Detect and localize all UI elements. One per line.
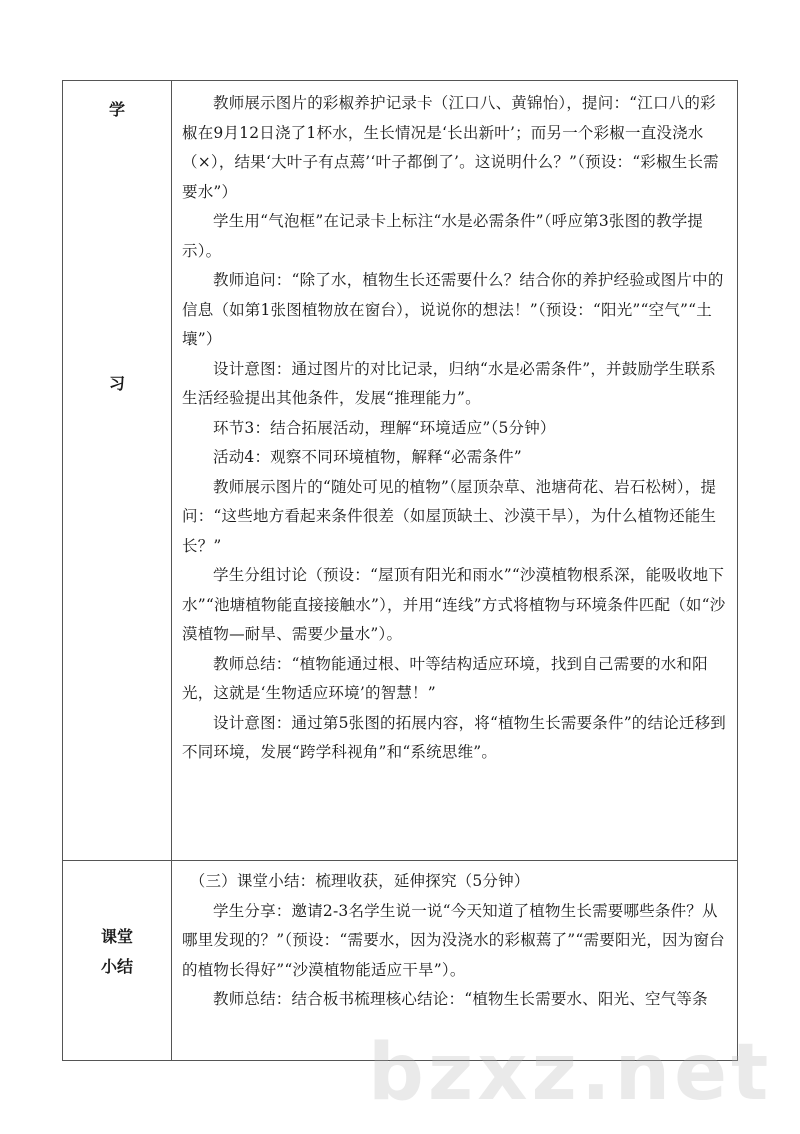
paragraph: 教师追问：“除了水，植物生长还需要什么？结合你的养护经验或图片中的信息（如第1张图植物放在窗台），说说你的想法！”（预设：“阳光”“空气”“土壤”） bbox=[182, 271, 724, 348]
learning-side-cell bbox=[63, 81, 172, 861]
learning-row bbox=[63, 81, 738, 861]
paragraph: 设计意图：通过第5张图的拓展内容，将“植物生长需要条件”的结论迁移到不同环境，发展“跨学科视角”和“系统思维”。 bbox=[182, 713, 727, 761]
side-label-xue: 学 bbox=[108, 100, 125, 119]
paragraph: 学生用“气泡框”在记录卡上标注“水是必需条件”（呼应第3张图的教学提示）。 bbox=[182, 212, 704, 260]
summary-heading: （三）课堂小结：梳理收获，延伸探究（5分钟） bbox=[189, 872, 530, 890]
side-label-xiaojie: 小结 bbox=[100, 957, 133, 976]
section-heading: 环节3：结合拓展活动，理解“环境适应”（5分钟） bbox=[213, 418, 556, 437]
paragraph: 教师展示图片的彩椒养护记录卡（江口八、黄锦怡），提问：“江口八的彩椒在9月12日浇了1杯水，生长情况是‘长出新叶’；而另一个彩椒一直没浇水（×），结果‘大叶子有点蔫’‘叶子都倒了’。这说明什么？”（预设：“彩椒生长需要水”） bbox=[182, 94, 719, 201]
lesson-plan-table bbox=[62, 80, 738, 1061]
site-watermark: bzxz.net bbox=[368, 1028, 773, 1118]
summary-row bbox=[63, 861, 738, 1061]
paragraph: 教师展示图片的“随处可见的植物”（屋顶杂草、池塘荷花、岩石松树），提问：“这些地方看起来条件很差（如屋顶缺土、沙漠干旱），为什么植物还能生长？” bbox=[182, 477, 717, 555]
paragraph: 学生分享：邀请2-3名学生说一说“今天知道了植物生长需要哪些条件？从哪里发现的？”（预设：“需要水，因为没浇水的彩椒蔫了”“需要阳光，因为窗台的植物长得好”“沙漠植物能适应干旱”）。 bbox=[182, 901, 725, 979]
paragraph: 教师总结：结合板书梳理核心结论：“植物生长需要水、阳光、空气等条 bbox=[213, 990, 708, 1008]
summary-side-cell bbox=[63, 861, 172, 1061]
paragraph: 学生分组讨论（预设：“屋顶有阳光和雨水”“沙漠植物根系深，能吸收地下水”“池塘植物能直接接触水”），并用“连线”方式将植物与环境条件匹配（如“沙漠植物—耐旱、需要少量水”）。 bbox=[182, 566, 726, 643]
learning-content-cell bbox=[172, 81, 738, 861]
summary-content-cell bbox=[172, 861, 738, 1061]
paragraph: 设计意图：通过图片的对比记录，归纳“水是必需条件”，并鼓励学生联系生活经验提出其他条件，发展“推理能力”。 bbox=[182, 359, 716, 407]
activity-heading: 活动4：观察不同环境植物，解释“必需条件” bbox=[213, 448, 522, 466]
side-label-xi: 习 bbox=[108, 374, 125, 393]
side-label-ketang: 课堂 bbox=[100, 927, 133, 946]
paragraph: 教师总结：“植物能通过根、叶等结构适应环境，找到自己需要的水和阳光，这就是‘生物适应环境’的智慧！” bbox=[182, 654, 708, 702]
